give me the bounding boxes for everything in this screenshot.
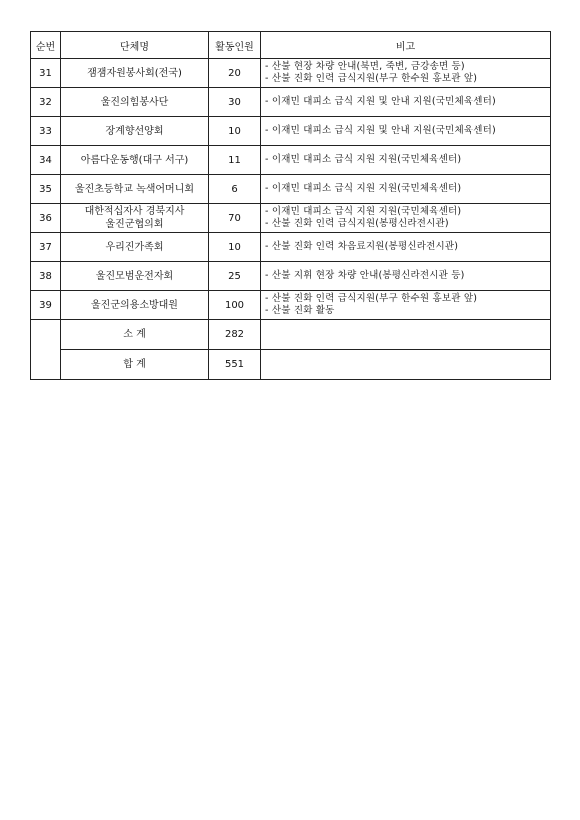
volunteer-table <box>30 31 551 380</box>
row-org <box>61 175 209 204</box>
header-org: 단체명 <box>61 32 209 59</box>
note-line: - 산불 진화 인력 급식지원(봉평신라전시관) <box>265 218 449 229</box>
org-name: 울진군협의회 <box>105 219 164 230</box>
row-note <box>261 146 551 175</box>
note-line: - 이재민 대피소 급식 지원 지원(국민체육센터) <box>265 206 462 217</box>
table-row <box>31 59 551 88</box>
table-row <box>31 291 551 320</box>
row-note <box>261 88 551 117</box>
row-num: 31 <box>31 59 61 88</box>
note-line: - 산불 지휘 현장 차량 안내(봉평신라전시관 등) <box>265 270 465 281</box>
row-org <box>61 88 209 117</box>
note-line: - 산불 진화 인력 급식지원(부구 한수원 홍보관 앞) <box>265 293 478 304</box>
row-org <box>61 117 209 146</box>
row-org <box>61 262 209 291</box>
row-count: 10 <box>209 233 261 262</box>
subtotal-label: 소 계 <box>61 320 209 350</box>
table-row <box>31 233 551 262</box>
row-count: 100 <box>209 291 261 320</box>
org-name: 장계향선양회 <box>105 125 164 137</box>
note-line: - 산불 진화 인력 차음료지원(봉평신라전시관) <box>265 241 459 252</box>
row-num: 33 <box>31 117 61 146</box>
row-count: 10 <box>209 117 261 146</box>
row-org <box>61 146 209 175</box>
note-line: - 산불 현장 차량 안내(북면, 죽변, 금강송면 등) <box>265 61 465 72</box>
row-num: 39 <box>31 291 61 320</box>
org-name: 대한적십자사 경북지사 <box>84 206 185 217</box>
note-line: - 산불 진화 인력 급식지원(부구 한수원 홍보관 앞) <box>265 73 478 84</box>
row-note <box>261 233 551 262</box>
total-count: 551 <box>209 350 261 380</box>
row-note <box>261 204 551 233</box>
row-num: 32 <box>31 88 61 117</box>
row-count: 25 <box>209 262 261 291</box>
subtotal-row <box>31 320 551 350</box>
table-row <box>31 88 551 117</box>
table-row <box>31 117 551 146</box>
row-note <box>261 59 551 88</box>
row-org <box>61 233 209 262</box>
row-count: 70 <box>209 204 261 233</box>
note-line: - 이재민 대피소 급식 지원 지원(국민체육센터) <box>265 183 462 194</box>
note-line: - 이재민 대피소 급식 지원 및 안내 지원(국민체육센터) <box>265 125 496 136</box>
table-header-row <box>31 32 551 59</box>
row-num: 37 <box>31 233 61 262</box>
subtotal-note <box>261 320 551 350</box>
row-note <box>261 291 551 320</box>
org-name: 울진군의용소방대원 <box>91 299 178 311</box>
row-org <box>61 204 209 233</box>
total-label: 합 계 <box>61 350 209 380</box>
row-num: 36 <box>31 204 61 233</box>
summary-blank-cell <box>31 320 61 380</box>
row-note <box>261 175 551 204</box>
org-name: 우리진가족회 <box>105 241 164 253</box>
header-note: 비고 <box>261 32 551 59</box>
row-count: 11 <box>209 146 261 175</box>
table-row <box>31 146 551 175</box>
row-org <box>61 291 209 320</box>
row-num: 35 <box>31 175 61 204</box>
row-count: 30 <box>209 88 261 117</box>
row-note <box>261 262 551 291</box>
org-name: 울진초등학교 녹색어머니회 <box>74 183 195 195</box>
note-line: - 이재민 대피소 급식 지원 및 안내 지원(국민체육센터) <box>265 96 496 107</box>
org-name: 울진의힘봉사단 <box>100 96 169 108</box>
row-num: 34 <box>31 146 61 175</box>
table-row <box>31 204 551 233</box>
row-count: 6 <box>209 175 261 204</box>
note-line: - 이재민 대피소 급식 지원 지원(국민체육센터) <box>265 154 462 165</box>
total-note <box>261 350 551 380</box>
row-org <box>61 59 209 88</box>
org-name: 울진모범운전자회 <box>95 270 174 282</box>
org-name: 아름다운동행(대구 서구) <box>80 154 189 166</box>
table-body <box>31 59 551 380</box>
header-num: 순번 <box>31 32 61 59</box>
total-row <box>31 350 551 380</box>
org-name: 잼잼자원봉사회(전국) <box>87 67 182 79</box>
table-row <box>31 262 551 291</box>
row-note <box>261 117 551 146</box>
table-row <box>31 175 551 204</box>
row-count: 20 <box>209 59 261 88</box>
header-count: 활동인원 <box>209 32 261 59</box>
row-num: 38 <box>31 262 61 291</box>
subtotal-count: 282 <box>209 320 261 350</box>
note-line: - 산불 진화 활동 <box>265 305 335 316</box>
